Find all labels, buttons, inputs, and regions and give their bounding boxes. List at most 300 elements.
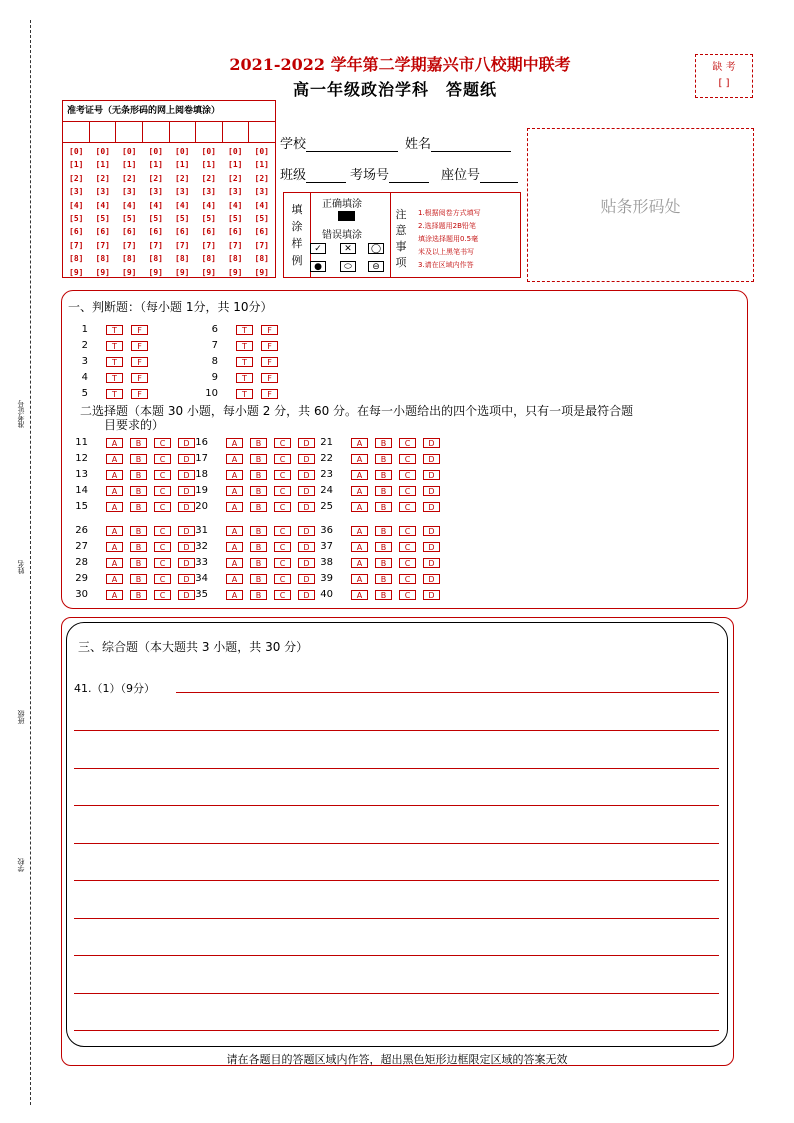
ticket-digit-bubble[interactable]: [8]: [148, 254, 163, 264]
absent-mark: [ ]: [718, 78, 730, 89]
ticket-digit-bubble[interactable]: [7]: [201, 240, 216, 250]
mc-option-bubble[interactable]: B: [130, 590, 147, 600]
mc-option-bubble[interactable]: A: [106, 558, 123, 568]
mc-option-bubble[interactable]: B: [130, 558, 147, 568]
ticket-digit-bubble[interactable]: [5]: [95, 213, 110, 223]
tf-option-bubble[interactable]: T: [106, 325, 123, 335]
mc-option-bubble[interactable]: B: [130, 526, 147, 536]
ticket-digit-column: [196, 145, 223, 279]
ticket-digit-bubble[interactable]: [5]: [254, 213, 269, 223]
name-field[interactable]: [405, 133, 511, 152]
tf-option-bubble[interactable]: F: [261, 373, 278, 383]
mc-option-bubble[interactable]: C: [399, 454, 416, 464]
side-label-name: 姓名: [17, 560, 25, 574]
mc-option-bubble[interactable]: C: [399, 470, 416, 480]
answer-line[interactable]: [74, 880, 719, 881]
mc-option-bubble[interactable]: A: [106, 526, 123, 536]
mc-option-bubble[interactable]: D: [298, 454, 315, 464]
mc-question-number: 25: [320, 501, 333, 512]
barcode-label: 贴条形码处: [600, 196, 681, 216]
mc-option-bubble[interactable]: A: [351, 542, 368, 552]
mc-option-bubble[interactable]: D: [298, 542, 315, 552]
ticket-input-cell[interactable]: [63, 122, 90, 142]
ticket-digit-bubble[interactable]: [1]: [175, 160, 190, 170]
tf-option-bubble[interactable]: T: [106, 357, 123, 367]
ticket-digit-bubble[interactable]: [1]: [95, 160, 110, 170]
ticket-digit-bubble[interactable]: [7]: [175, 240, 190, 250]
ticket-digit-bubble[interactable]: [5]: [69, 213, 84, 223]
mc-option-bubble[interactable]: A: [226, 454, 243, 464]
mc-option-bubble[interactable]: B: [375, 470, 392, 480]
ticket-digit-bubble[interactable]: [4]: [175, 200, 190, 210]
ticket-digit-column: [143, 145, 170, 279]
ticket-digit-bubble[interactable]: [6]: [201, 227, 216, 237]
mc-option-bubble[interactable]: B: [130, 542, 147, 552]
mc-option-bubble[interactable]: D: [423, 438, 440, 448]
mc-option-bubble[interactable]: A: [351, 454, 368, 464]
correct-fill-mark: [338, 211, 355, 221]
ticket-digit-bubble[interactable]: [3]: [201, 187, 216, 197]
ticket-digit-bubble[interactable]: [4]: [254, 200, 269, 210]
mc-option-bubble[interactable]: A: [226, 502, 243, 512]
mc-option-bubble[interactable]: C: [274, 438, 291, 448]
mc-question-number: 28: [75, 557, 88, 568]
ticket-digit-bubble[interactable]: [8]: [254, 254, 269, 264]
mc-option-bubble[interactable]: A: [106, 470, 123, 480]
mc-option-bubble[interactable]: C: [399, 558, 416, 568]
fill-example-label: 填涂样例: [291, 203, 303, 267]
ticket-digit-bubble[interactable]: [3]: [69, 187, 84, 197]
mc-option-bubble[interactable]: A: [106, 502, 123, 512]
answer-line[interactable]: [74, 730, 719, 731]
ticket-digit-bubble[interactable]: [0]: [254, 147, 269, 156]
ticket-digit-bubble[interactable]: [2]: [201, 173, 216, 183]
ticket-digit-bubble[interactable]: [8]: [228, 254, 243, 264]
mc-option-bubble[interactable]: D: [423, 486, 440, 496]
tf-option-bubble[interactable]: F: [261, 325, 278, 335]
ticket-digit-bubble[interactable]: [0]: [122, 147, 137, 156]
mc-question-number: 33: [195, 557, 208, 568]
mc-option-bubble[interactable]: D: [298, 558, 315, 568]
mc-option-bubble[interactable]: A: [351, 558, 368, 568]
mc-option-bubble[interactable]: D: [423, 502, 440, 512]
mc-option-bubble[interactable]: A: [351, 502, 368, 512]
cut-line: [30, 20, 31, 1105]
mc-option-bubble[interactable]: D: [178, 542, 195, 552]
ticket-digit-bubble[interactable]: [9]: [228, 267, 243, 277]
ticket-digit-bubble[interactable]: [4]: [69, 200, 84, 210]
wrong-mark-circle-icon: ◯: [368, 243, 384, 254]
mc-question-number: 18: [195, 469, 208, 480]
ticket-digit-bubble[interactable]: [3]: [254, 187, 269, 197]
mc-option-bubble[interactable]: C: [274, 486, 291, 496]
section2-title-cont: 目要求的）: [104, 418, 165, 432]
tf-option-bubble[interactable]: T: [106, 389, 123, 399]
tf-option-bubble[interactable]: F: [131, 373, 148, 383]
ticket-digit-bubble[interactable]: [7]: [95, 240, 110, 250]
ticket-digit-bubble[interactable]: [1]: [148, 160, 163, 170]
ticket-digit-bubble[interactable]: [4]: [95, 200, 110, 210]
absent-box[interactable]: [695, 54, 753, 98]
mc-option-bubble[interactable]: A: [351, 526, 368, 536]
ticket-digit-bubble[interactable]: [5]: [201, 213, 216, 223]
ticket-digit-bubble[interactable]: [9]: [201, 267, 216, 277]
mc-option-bubble[interactable]: D: [178, 590, 195, 600]
ticket-digit-bubble[interactable]: [5]: [148, 213, 163, 223]
ticket-digit-bubble[interactable]: [0]: [175, 147, 190, 156]
mc-option-bubble[interactable]: D: [423, 470, 440, 480]
ticket-digit-bubble[interactable]: [7]: [69, 240, 84, 250]
mc-option-bubble[interactable]: D: [178, 438, 195, 448]
ticket-digit-bubble[interactable]: [9]: [148, 267, 163, 277]
mc-option-bubble[interactable]: A: [106, 574, 123, 584]
mc-question-number: 29: [75, 573, 88, 584]
mc-option-bubble[interactable]: C: [399, 542, 416, 552]
mc-option-bubble[interactable]: A: [226, 486, 243, 496]
mc-option-bubble[interactable]: D: [423, 574, 440, 584]
ticket-digit-bubble[interactable]: [0]: [95, 147, 110, 156]
notice-line: 填涂选择题用0.5毫: [418, 235, 479, 243]
mc-option-bubble[interactable]: B: [250, 526, 267, 536]
mc-option-bubble[interactable]: D: [298, 526, 315, 536]
barcode-area[interactable]: [527, 128, 754, 282]
mc-option-bubble[interactable]: C: [154, 574, 171, 584]
side-label-school: 学校: [17, 858, 25, 872]
q41-label: 41.（1）（9分）: [74, 682, 155, 695]
mc-option-bubble[interactable]: A: [226, 558, 243, 568]
mc-option-bubble[interactable]: B: [375, 542, 392, 552]
mc-option-bubble[interactable]: B: [130, 454, 147, 464]
mc-option-bubble[interactable]: B: [250, 590, 267, 600]
mc-option-bubble[interactable]: A: [351, 470, 368, 480]
ticket-digit-bubble[interactable]: [2]: [148, 173, 163, 183]
ticket-digit-bubble[interactable]: [6]: [175, 227, 190, 237]
exam-title: 2021-2022 学年第二学期嘉兴市八校期中联考: [229, 55, 571, 74]
ticket-digit-bubble[interactable]: [9]: [122, 267, 137, 277]
ticket-digit-bubble[interactable]: [2]: [175, 173, 190, 183]
mc-question-number: 14: [75, 485, 88, 496]
mc-option-bubble[interactable]: C: [274, 574, 291, 584]
ticket-digit-bubble[interactable]: [3]: [228, 187, 243, 197]
mc-option-bubble[interactable]: B: [250, 486, 267, 496]
name-line[interactable]: [431, 151, 511, 152]
mc-option-bubble[interactable]: D: [298, 438, 315, 448]
notice-line: 1.根据阅卷方式填写: [418, 209, 481, 217]
ticket-digit-bubble[interactable]: [7]: [148, 240, 163, 250]
mc-option-bubble[interactable]: A: [106, 590, 123, 600]
tf-question-number: 2: [81, 340, 88, 351]
ticket-digit-bubble[interactable]: [1]: [69, 160, 84, 170]
ticket-input-cell[interactable]: [249, 122, 275, 142]
mc-question-number: 40: [320, 589, 333, 600]
ticket-digit-bubble[interactable]: [2]: [122, 173, 137, 183]
mc-option-bubble[interactable]: A: [226, 438, 243, 448]
ticket-digit-bubble[interactable]: [9]: [175, 267, 190, 277]
ticket-digit-bubble[interactable]: [3]: [175, 187, 190, 197]
mc-option-bubble[interactable]: D: [423, 454, 440, 464]
ticket-digit-bubble[interactable]: [3]: [122, 187, 137, 197]
mc-option-bubble[interactable]: B: [250, 470, 267, 480]
tf-option-bubble[interactable]: T: [236, 389, 253, 399]
mc-question-number: 12: [75, 453, 88, 464]
answer-line[interactable]: [74, 993, 719, 994]
ticket-digit-bubble[interactable]: [2]: [69, 173, 84, 183]
notice-line: 米及以上黑笔书写: [418, 248, 474, 256]
ticket-input-cell[interactable]: [143, 122, 170, 142]
ticket-digit-bubble[interactable]: [2]: [254, 173, 269, 183]
notice-label: 注意事项: [395, 208, 407, 269]
mc-option-bubble[interactable]: D: [423, 558, 440, 568]
room-label: 考场号: [350, 168, 390, 183]
mc-option-bubble[interactable]: B: [130, 486, 147, 496]
mc-option-bubble[interactable]: B: [250, 574, 267, 584]
school-field[interactable]: [280, 133, 398, 152]
mc-option-bubble[interactable]: C: [399, 486, 416, 496]
ticket-digit-bubble[interactable]: [6]: [122, 227, 137, 237]
mc-option-bubble[interactable]: C: [274, 558, 291, 568]
ticket-digit-bubble[interactable]: [6]: [254, 227, 269, 237]
tf-option-bubble[interactable]: F: [131, 357, 148, 367]
ticket-digit-bubble[interactable]: [8]: [95, 254, 110, 264]
section1-title: 一、判断题：（每小题 1分，共 10分）: [68, 300, 273, 314]
ticket-digit-bubble[interactable]: [3]: [95, 187, 110, 197]
mc-option-bubble[interactable]: A: [106, 438, 123, 448]
room-field[interactable]: [350, 164, 429, 183]
tf-option-bubble[interactable]: F: [131, 341, 148, 351]
ticket-digit-bubble[interactable]: [4]: [148, 200, 163, 210]
mc-option-bubble[interactable]: C: [399, 574, 416, 584]
mc-option-bubble[interactable]: A: [226, 526, 243, 536]
ticket-input-cell[interactable]: [116, 122, 143, 142]
mc-question-number: 39: [320, 573, 333, 584]
ticket-digit-bubble[interactable]: [6]: [148, 227, 163, 237]
ticket-input-cell[interactable]: [90, 122, 117, 142]
section3-title: 三、综合题（本大题共 3 小题，共 30 分）: [78, 640, 309, 654]
ticket-digit-bubble[interactable]: [8]: [69, 254, 84, 264]
mc-option-bubble[interactable]: D: [178, 502, 195, 512]
mc-option-bubble[interactable]: C: [399, 502, 416, 512]
tf-option-bubble[interactable]: F: [261, 389, 278, 399]
mc-option-bubble[interactable]: D: [298, 486, 315, 496]
tf-option-bubble[interactable]: T: [106, 373, 123, 383]
mc-option-bubble[interactable]: A: [351, 438, 368, 448]
tf-option-bubble[interactable]: T: [236, 325, 253, 335]
tf-question-number: 10: [205, 388, 218, 399]
mc-option-bubble[interactable]: A: [226, 590, 243, 600]
room-line[interactable]: [389, 182, 429, 183]
mc-option-bubble[interactable]: C: [274, 502, 291, 512]
name-label: 姓名: [405, 137, 432, 152]
mc-option-bubble[interactable]: B: [130, 502, 147, 512]
seat-field[interactable]: [441, 164, 518, 183]
ticket-digit-bubble[interactable]: [6]: [228, 227, 243, 237]
ticket-digit-bubble[interactable]: [6]: [69, 227, 84, 237]
ticket-digit-bubble[interactable]: [7]: [122, 240, 137, 250]
ticket-digit-bubble[interactable]: [8]: [201, 254, 216, 264]
mc-option-bubble[interactable]: C: [154, 558, 171, 568]
divider: [390, 193, 391, 277]
mc-option-bubble[interactable]: D: [178, 470, 195, 480]
side-label-ticket: 准考证号: [17, 400, 25, 428]
mc-option-bubble[interactable]: C: [154, 502, 171, 512]
seat-line[interactable]: [480, 182, 518, 183]
ticket-digit-bubble[interactable]: [0]: [69, 147, 84, 156]
mc-option-bubble[interactable]: D: [178, 526, 195, 536]
mc-option-bubble[interactable]: A: [351, 486, 368, 496]
footer-note: 请在各题目的答题区域内作答，超出黑色矩形边框限定区域的答案无效: [226, 1053, 568, 1066]
mc-option-bubble[interactable]: C: [274, 454, 291, 464]
mc-option-bubble[interactable]: D: [178, 486, 195, 496]
seat-label: 座位号: [441, 168, 481, 183]
mc-option-bubble[interactable]: C: [399, 438, 416, 448]
mc-option-bubble[interactable]: B: [375, 590, 392, 600]
mc-option-bubble[interactable]: D: [423, 590, 440, 600]
ticket-digit-bubble[interactable]: [9]: [254, 267, 269, 277]
mc-question-number: 16: [195, 437, 208, 448]
mc-option-bubble[interactable]: D: [298, 574, 315, 584]
ticket-digit-bubble[interactable]: [0]: [201, 147, 216, 156]
ticket-digit-bubble[interactable]: [7]: [254, 240, 269, 250]
school-line[interactable]: [306, 151, 398, 152]
mc-option-bubble[interactable]: C: [274, 526, 291, 536]
mc-option-bubble[interactable]: C: [274, 590, 291, 600]
mc-option-bubble[interactable]: B: [375, 526, 392, 536]
mc-option-bubble[interactable]: B: [250, 542, 267, 552]
mc-option-bubble[interactable]: D: [298, 470, 315, 480]
ticket-digit-bubble[interactable]: [1]: [122, 160, 137, 170]
mc-option-bubble[interactable]: A: [106, 486, 123, 496]
tf-option-bubble[interactable]: F: [131, 325, 148, 335]
mc-option-bubble[interactable]: B: [375, 502, 392, 512]
class-line[interactable]: [306, 182, 346, 183]
mc-question-number: 38: [320, 557, 333, 568]
tf-option-bubble[interactable]: T: [236, 341, 253, 351]
tf-option-bubble[interactable]: F: [131, 389, 148, 399]
mc-option-bubble[interactable]: B: [130, 574, 147, 584]
ticket-digit-bubble[interactable]: [1]: [228, 160, 243, 170]
mc-question-number: 19: [195, 485, 208, 496]
mc-option-bubble[interactable]: B: [250, 502, 267, 512]
ticket-digit-bubble[interactable]: [0]: [228, 147, 243, 156]
mc-option-bubble[interactable]: C: [399, 590, 416, 600]
tf-option-bubble[interactable]: T: [236, 357, 253, 367]
answer-line[interactable]: [74, 805, 719, 806]
mc-option-bubble[interactable]: A: [226, 542, 243, 552]
mc-option-bubble[interactable]: C: [154, 486, 171, 496]
answer-line[interactable]: [176, 692, 719, 693]
ticket-input-cell[interactable]: [170, 122, 197, 142]
mc-option-bubble[interactable]: D: [178, 454, 195, 464]
mc-option-bubble[interactable]: B: [250, 558, 267, 568]
tf-option-bubble[interactable]: T: [236, 373, 253, 383]
mc-option-bubble[interactable]: D: [178, 574, 195, 584]
mc-option-bubble[interactable]: B: [375, 574, 392, 584]
mc-option-bubble[interactable]: B: [250, 454, 267, 464]
mc-option-bubble[interactable]: C: [154, 542, 171, 552]
mc-option-bubble[interactable]: A: [226, 470, 243, 480]
notice-line: 2.选择题用2B铅笔: [418, 222, 476, 230]
ticket-digit-bubble[interactable]: [9]: [95, 267, 110, 277]
mc-option-bubble[interactable]: C: [274, 470, 291, 480]
ticket-digit-bubble[interactable]: [5]: [175, 213, 190, 223]
mc-question-number: 21: [320, 437, 333, 448]
ticket-digit-bubble[interactable]: [2]: [228, 173, 243, 183]
answer-line[interactable]: [74, 768, 719, 769]
mc-option-bubble[interactable]: B: [375, 558, 392, 568]
correct-fill-label: 正确填涂: [322, 199, 362, 210]
mc-option-bubble[interactable]: B: [375, 438, 392, 448]
ticket-digit-bubble[interactable]: [5]: [122, 213, 137, 223]
mc-option-bubble[interactable]: D: [423, 526, 440, 536]
class-field[interactable]: [280, 164, 346, 183]
mc-option-bubble[interactable]: B: [130, 438, 147, 448]
mc-option-bubble[interactable]: A: [106, 542, 123, 552]
mc-option-bubble[interactable]: C: [154, 526, 171, 536]
ticket-digit-bubble[interactable]: [4]: [228, 200, 243, 210]
mc-option-bubble[interactable]: D: [298, 590, 315, 600]
ticket-digit-bubble[interactable]: [8]: [175, 254, 190, 264]
mc-option-bubble[interactable]: B: [375, 486, 392, 496]
ticket-digit-column: [116, 145, 143, 279]
mc-option-bubble[interactable]: D: [298, 502, 315, 512]
mc-question-number: 24: [320, 485, 333, 496]
ticket-input-cell[interactable]: [196, 122, 223, 142]
mc-option-bubble[interactable]: C: [399, 526, 416, 536]
mc-option-bubble[interactable]: A: [351, 574, 368, 584]
tf-option-bubble[interactable]: F: [261, 357, 278, 367]
mc-option-bubble[interactable]: B: [130, 470, 147, 480]
mc-option-bubble[interactable]: A: [106, 454, 123, 464]
ticket-digit-bubble[interactable]: [3]: [148, 187, 163, 197]
ticket-input-cell[interactable]: [223, 122, 250, 142]
mc-option-bubble[interactable]: C: [154, 438, 171, 448]
mc-option-bubble[interactable]: C: [154, 590, 171, 600]
ticket-digit-bubble[interactable]: [2]: [95, 173, 110, 183]
ticket-digit-bubble[interactable]: [1]: [254, 160, 269, 170]
ticket-digit-bubble[interactable]: [0]: [148, 147, 163, 156]
ticket-digit-bubble[interactable]: [9]: [69, 267, 84, 277]
mc-option-bubble[interactable]: C: [154, 454, 171, 464]
mc-option-bubble[interactable]: A: [351, 590, 368, 600]
answer-line[interactable]: [74, 955, 719, 956]
mc-question-number: 20: [195, 501, 208, 512]
ticket-digit-bubble[interactable]: [4]: [122, 200, 137, 210]
mc-option-bubble[interactable]: C: [274, 542, 291, 552]
ticket-digit-bubble[interactable]: [7]: [228, 240, 243, 250]
answer-line[interactable]: [74, 843, 719, 844]
mc-option-bubble[interactable]: A: [226, 574, 243, 584]
mc-option-bubble[interactable]: B: [250, 438, 267, 448]
ticket-digit-bubble[interactable]: [1]: [201, 160, 216, 170]
answer-line[interactable]: [74, 1030, 719, 1031]
mc-option-bubble[interactable]: D: [178, 558, 195, 568]
ticket-digit-bubble[interactable]: [5]: [228, 213, 243, 223]
mc-question-number: 22: [320, 453, 333, 464]
mc-option-bubble[interactable]: C: [154, 470, 171, 480]
ticket-title: 准考证号（无条形码的网上阅卷填涂）: [63, 101, 275, 122]
tf-question-number: 1: [81, 324, 88, 335]
tf-option-bubble[interactable]: T: [106, 341, 123, 351]
mc-option-bubble[interactable]: B: [375, 454, 392, 464]
ticket-digit-bubble[interactable]: [8]: [122, 254, 137, 264]
ticket-digit-bubble[interactable]: [6]: [95, 227, 110, 237]
ticket-digit-column: [222, 145, 249, 279]
mc-question-number: 37: [320, 541, 333, 552]
answer-line[interactable]: [74, 918, 719, 919]
mc-option-bubble[interactable]: D: [423, 542, 440, 552]
ticket-digit-bubble[interactable]: [4]: [201, 200, 216, 210]
tf-option-bubble[interactable]: F: [261, 341, 278, 351]
